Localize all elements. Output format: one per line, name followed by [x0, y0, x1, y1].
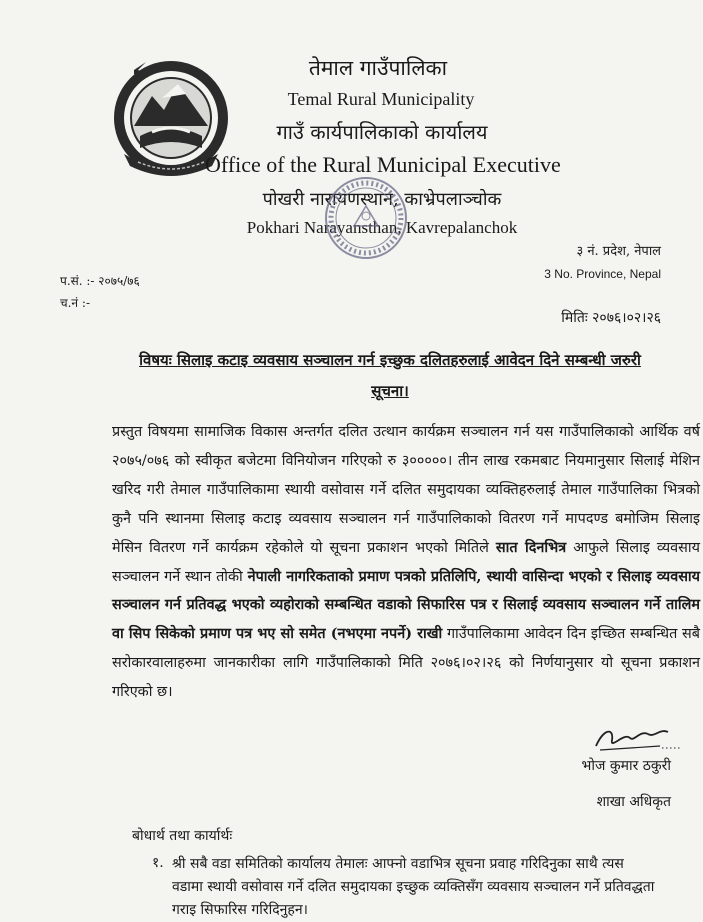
body-bold-documents: नेपाली नागरिकताको प्रमाण पत्रको प्रतिलिपि, स्थायी वासिन्दा भएको र सिलाइ व्यवसाय सञ्चालन गर्न प्रतिवद्ध भएको व्यहोराको सम्बन्धित वडाको सिफारिस पत्र र सिलाई व्यवसाय सञ्चालन गर्ने तालिम वा सिप सिकेको प्रमाण पत्र भए सो समेत (नभएमा नपर्ने) राखी — [112, 567, 701, 643]
distribution-item-line-1: श्री सबै वडा समितिको कार्यालय तेमालः आफ्नो वडाभित्र सूचना प्रवाह गरिदिनुका साथै त्यस — [172, 856, 624, 872]
address-english: Pokhari Narayansthan, Kavrepalanchok — [246, 218, 518, 237]
letter-date: मितिः २०७६।०२।२६ — [561, 310, 661, 326]
distribution-item-line-2: वडामा स्थायी वसोवास गर्ने दलित समुदायका इच्छुक व्यक्तिसँग व्यवसाय सञ्चालन गर्ने प्रतिवद्धता — [172, 879, 655, 895]
handwritten-signature — [590, 722, 686, 756]
body-bold-deadline: सात दिनभित्र — [495, 538, 567, 556]
subject-line-1: विषयः सिलाइ कटाइ व्यवसाय सञ्चालन गर्न इच्छुक दलितहरुलाई आवेदन दिने सम्बन्धी जरुरी — [139, 351, 641, 369]
distribution-item-number: १. — [152, 855, 164, 871]
dispatch-number: च.नं :- — [60, 296, 91, 310]
province-nepali: ३ नं. प्रदेश, नेपाल — [576, 244, 661, 259]
address-nepali: पोखरी नारायणस्थान, काभ्रेपलाञ्चोक — [262, 189, 502, 210]
notice-body — [112, 418, 700, 707]
body-part-3: गाउँपालिकामा आवेदन दिन इच्छित सम्बन्धित सबै सरोकारवालाहरुमा जानकारीका लागि गाउँपालिकाको मिति २०७६।०२।२६ को निर्णयानुसार यो सूचना प्रकाशन गरिएको छ। — [112, 626, 700, 701]
signatory-name: भोज कुमार ठकुरी — [581, 758, 671, 774]
province-english: 3 No. Province, Nepal — [544, 267, 661, 281]
municipality-name-english: Temal Rural Municipality — [287, 89, 475, 109]
office-name-english: Office of the Rural Municipal Executive — [205, 152, 561, 177]
distribution-label: बोधार्थ तथा कार्यार्थः — [132, 828, 233, 844]
office-name-nepali: गाउँ कार्यपालिकाको कार्यालय — [276, 120, 488, 144]
subject-line-2: सूचना। — [371, 382, 409, 400]
body-part-1: प्रस्तुत विषयमा सामाजिक विकास अन्तर्गत दलित उत्थान कार्यक्रम सञ्चालन गर्न यस गाउँपालिकाको आर्थिक वर्ष २०७५/०७६ को स्वीकृत बजेटमा विनियोजन गरिएको रु ३०००००। तीन लाख रकमबाट नियमानुसार सिलाई मेशिन खरिद गरी तेमाल गाउँपालिकामा स्थायी वसोवास गर्ने दलित समुदायका व्यक्तिहरुलाई तेमाल गाउँपालिका भित्रको कुनै पनि स्थानमा सिलाइ कटाइ व्यवसाय सञ्चालन गर्न गाउँपालिकाको वितरण गर्ने मापदण्ड बमोजिम सिलाइ मेसिन वितरण गर्ने कार्यक्रम रहेकोले यो सूचना प्रकाशन भएको मितिले — [112, 424, 700, 556]
signatory-title: शाखा अधिकृत — [596, 794, 671, 810]
office-seal-stamp — [318, 168, 414, 268]
distribution-item — [172, 853, 700, 922]
reference-number: प.सं. :- २०७५/७६ — [60, 274, 140, 288]
body-part-2: आफुले सिलाइ व्यवसाय सञ्चालन गर्ने स्थान तोकी — [112, 539, 700, 585]
subject-heading — [130, 345, 650, 407]
municipality-name-nepali: तेमाल गाउँपालिका — [308, 56, 448, 80]
distribution-item-line-3: गराइ सिफारिस गरिदिनुहन। — [172, 902, 308, 918]
